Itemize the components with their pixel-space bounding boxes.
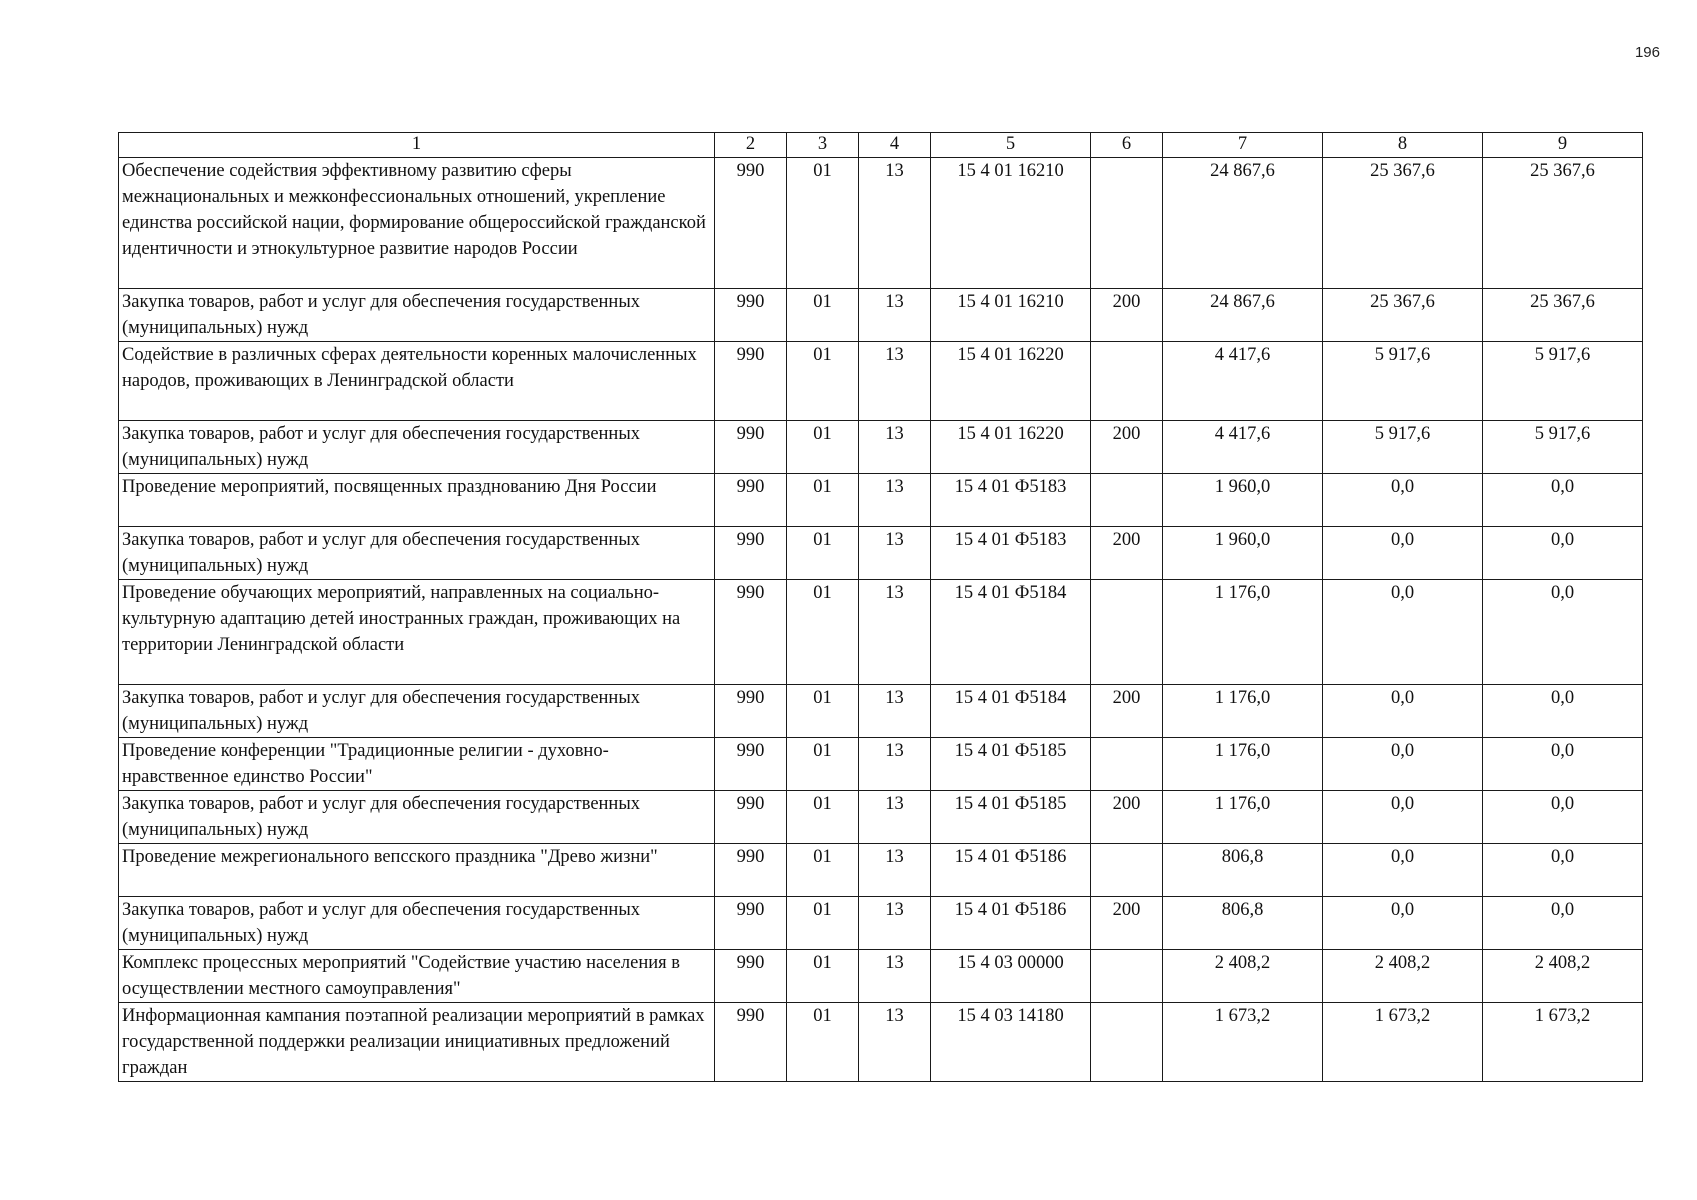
cell-subsection: 13 [859,527,931,580]
cell-amount-7: 1 673,2 [1163,1003,1323,1082]
cell-target-article: 15 4 01 16220 [931,342,1091,421]
row-name: Обеспечение содействия эффективному развитию сферы межнациональных и межконфессиональных отношений, укрепление единства российской нации, формирование общероссийской гражданской идентичности и этнокультурное развитие народов России [119,158,715,289]
table-row [119,158,1643,289]
cell-subsection: 13 [859,791,931,844]
row-name: Содействие в различных сферах деятельности коренных малочисленных народов, проживающих в Ленинградской области [119,342,715,421]
header-col-9: 9 [1483,133,1643,158]
cell-amount-7: 24 867,6 [1163,158,1323,289]
table-row [119,527,1643,580]
row-name: Закупка товаров, работ и услуг для обеспечения государственных (муниципальных) нужд [119,289,715,342]
cell-amount-8: 0,0 [1323,685,1483,738]
cell-amount-8: 5 917,6 [1323,421,1483,474]
cell-ministry: 990 [715,897,787,950]
cell-subsection: 13 [859,897,931,950]
cell-target-article: 15 4 01 Ф5183 [931,474,1091,527]
cell-section: 01 [787,685,859,738]
cell-ministry: 990 [715,158,787,289]
row-name: Проведение мероприятий, посвященных празднованию Дня России [119,474,715,527]
cell-amount-7: 1 960,0 [1163,527,1323,580]
row-name: Закупка товаров, работ и услуг для обеспечения государственных (муниципальных) нужд [119,685,715,738]
cell-amount-9: 0,0 [1483,844,1643,897]
row-name: Комплекс процессных мероприятий "Содействие участию населения в осуществлении местного самоуправления" [119,950,715,1003]
cell-amount-8: 1 673,2 [1323,1003,1483,1082]
budget-table-container [118,132,1642,1082]
cell-expense-type: 200 [1091,421,1163,474]
table-row [119,342,1643,421]
table-row [119,844,1643,897]
cell-amount-9: 1 673,2 [1483,1003,1643,1082]
cell-amount-8: 0,0 [1323,580,1483,685]
header-col-1: 1 [119,133,715,158]
cell-amount-9: 0,0 [1483,897,1643,950]
cell-target-article: 15 4 01 Ф5183 [931,527,1091,580]
cell-section: 01 [787,738,859,791]
row-name: Закупка товаров, работ и услуг для обеспечения государственных (муниципальных) нужд [119,421,715,474]
table-row [119,950,1643,1003]
cell-expense-type: 200 [1091,791,1163,844]
cell-target-article: 15 4 01 Ф5185 [931,791,1091,844]
cell-ministry: 990 [715,342,787,421]
cell-ministry: 990 [715,421,787,474]
budget-table [118,132,1643,1082]
cell-expense-type: 200 [1091,685,1163,738]
cell-section: 01 [787,580,859,685]
cell-expense-type [1091,580,1163,685]
cell-section: 01 [787,1003,859,1082]
header-col-8: 8 [1323,133,1483,158]
cell-amount-7: 1 960,0 [1163,474,1323,527]
cell-amount-9: 0,0 [1483,474,1643,527]
cell-section: 01 [787,342,859,421]
table-header [119,133,1643,158]
cell-amount-7: 1 176,0 [1163,580,1323,685]
header-col-3: 3 [787,133,859,158]
cell-amount-7: 24 867,6 [1163,289,1323,342]
cell-expense-type: 200 [1091,527,1163,580]
cell-amount-7: 1 176,0 [1163,791,1323,844]
cell-amount-9: 0,0 [1483,580,1643,685]
header-row [119,133,1643,158]
header-col-7: 7 [1163,133,1323,158]
table-row [119,421,1643,474]
cell-amount-9: 0,0 [1483,685,1643,738]
header-col-6: 6 [1091,133,1163,158]
cell-amount-8: 25 367,6 [1323,158,1483,289]
cell-amount-9: 2 408,2 [1483,950,1643,1003]
cell-section: 01 [787,844,859,897]
cell-ministry: 990 [715,791,787,844]
table-row [119,738,1643,791]
cell-amount-9: 25 367,6 [1483,289,1643,342]
cell-subsection: 13 [859,950,931,1003]
cell-amount-7: 4 417,6 [1163,342,1323,421]
cell-subsection: 13 [859,342,931,421]
cell-amount-8: 5 917,6 [1323,342,1483,421]
cell-amount-8: 0,0 [1323,844,1483,897]
table-row [119,897,1643,950]
row-name: Закупка товаров, работ и услуг для обеспечения государственных (муниципальных) нужд [119,791,715,844]
table-row [119,474,1643,527]
header-col-4: 4 [859,133,931,158]
cell-ministry: 990 [715,580,787,685]
cell-expense-type [1091,342,1163,421]
cell-ministry: 990 [715,474,787,527]
cell-section: 01 [787,474,859,527]
row-name: Закупка товаров, работ и услуг для обеспечения государственных (муниципальных) нужд [119,897,715,950]
cell-amount-7: 1 176,0 [1163,685,1323,738]
cell-section: 01 [787,897,859,950]
cell-subsection: 13 [859,1003,931,1082]
table-row [119,289,1643,342]
cell-expense-type [1091,474,1163,527]
cell-target-article: 15 4 01 16220 [931,421,1091,474]
cell-subsection: 13 [859,421,931,474]
cell-subsection: 13 [859,289,931,342]
cell-amount-9: 25 367,6 [1483,158,1643,289]
cell-amount-9: 0,0 [1483,527,1643,580]
cell-amount-8: 2 408,2 [1323,950,1483,1003]
cell-target-article: 15 4 01 16210 [931,289,1091,342]
cell-expense-type [1091,738,1163,791]
cell-amount-7: 806,8 [1163,897,1323,950]
cell-amount-8: 0,0 [1323,791,1483,844]
cell-amount-9: 0,0 [1483,738,1643,791]
cell-amount-7: 2 408,2 [1163,950,1323,1003]
table-body [119,158,1643,1082]
row-name: Информационная кампания поэтапной реализации мероприятий в рамках государственной поддержки реализации инициативных предложений граждан [119,1003,715,1082]
cell-subsection: 13 [859,580,931,685]
cell-expense-type: 200 [1091,289,1163,342]
cell-target-article: 15 4 01 Ф5186 [931,897,1091,950]
cell-target-article: 15 4 01 Ф5184 [931,685,1091,738]
cell-subsection: 13 [859,738,931,791]
cell-subsection: 13 [859,685,931,738]
cell-amount-8: 0,0 [1323,897,1483,950]
cell-subsection: 13 [859,474,931,527]
cell-target-article: 15 4 01 Ф5185 [931,738,1091,791]
row-name: Проведение межрегионального вепсского праздника "Древо жизни" [119,844,715,897]
cell-ministry: 990 [715,844,787,897]
cell-section: 01 [787,950,859,1003]
cell-subsection: 13 [859,158,931,289]
header-col-2: 2 [715,133,787,158]
table-row [119,791,1643,844]
cell-target-article: 15 4 01 16210 [931,158,1091,289]
cell-ministry: 990 [715,1003,787,1082]
cell-expense-type [1091,1003,1163,1082]
cell-section: 01 [787,289,859,342]
cell-amount-7: 1 176,0 [1163,738,1323,791]
cell-target-article: 15 4 01 Ф5184 [931,580,1091,685]
cell-amount-8: 25 367,6 [1323,289,1483,342]
cell-expense-type [1091,158,1163,289]
cell-expense-type: 200 [1091,897,1163,950]
table-row [119,580,1643,685]
cell-section: 01 [787,791,859,844]
cell-amount-9: 0,0 [1483,791,1643,844]
cell-target-article: 15 4 01 Ф5186 [931,844,1091,897]
table-row [119,685,1643,738]
cell-ministry: 990 [715,289,787,342]
cell-amount-8: 0,0 [1323,738,1483,791]
cell-amount-9: 5 917,6 [1483,421,1643,474]
cell-target-article: 15 4 03 00000 [931,950,1091,1003]
cell-amount-7: 806,8 [1163,844,1323,897]
cell-amount-9: 5 917,6 [1483,342,1643,421]
row-name: Проведение конференции "Традиционные религии - духовно-нравственное единство России" [119,738,715,791]
cell-subsection: 13 [859,844,931,897]
cell-section: 01 [787,421,859,474]
row-name: Проведение обучающих мероприятий, направленных на социально-культурную адаптацию детей иностранных граждан, проживающих на территории Ленинградской области [119,580,715,685]
cell-section: 01 [787,158,859,289]
cell-target-article: 15 4 03 14180 [931,1003,1091,1082]
header-col-5: 5 [931,133,1091,158]
cell-section: 01 [787,527,859,580]
cell-expense-type [1091,950,1163,1003]
cell-amount-8: 0,0 [1323,474,1483,527]
cell-ministry: 990 [715,685,787,738]
cell-amount-8: 0,0 [1323,527,1483,580]
cell-ministry: 990 [715,527,787,580]
cell-expense-type [1091,844,1163,897]
table-row [119,1003,1643,1082]
cell-ministry: 990 [715,950,787,1003]
cell-amount-7: 4 417,6 [1163,421,1323,474]
cell-ministry: 990 [715,738,787,791]
page-number: 196 [1634,44,1660,61]
row-name: Закупка товаров, работ и услуг для обеспечения государственных (муниципальных) нужд [119,527,715,580]
